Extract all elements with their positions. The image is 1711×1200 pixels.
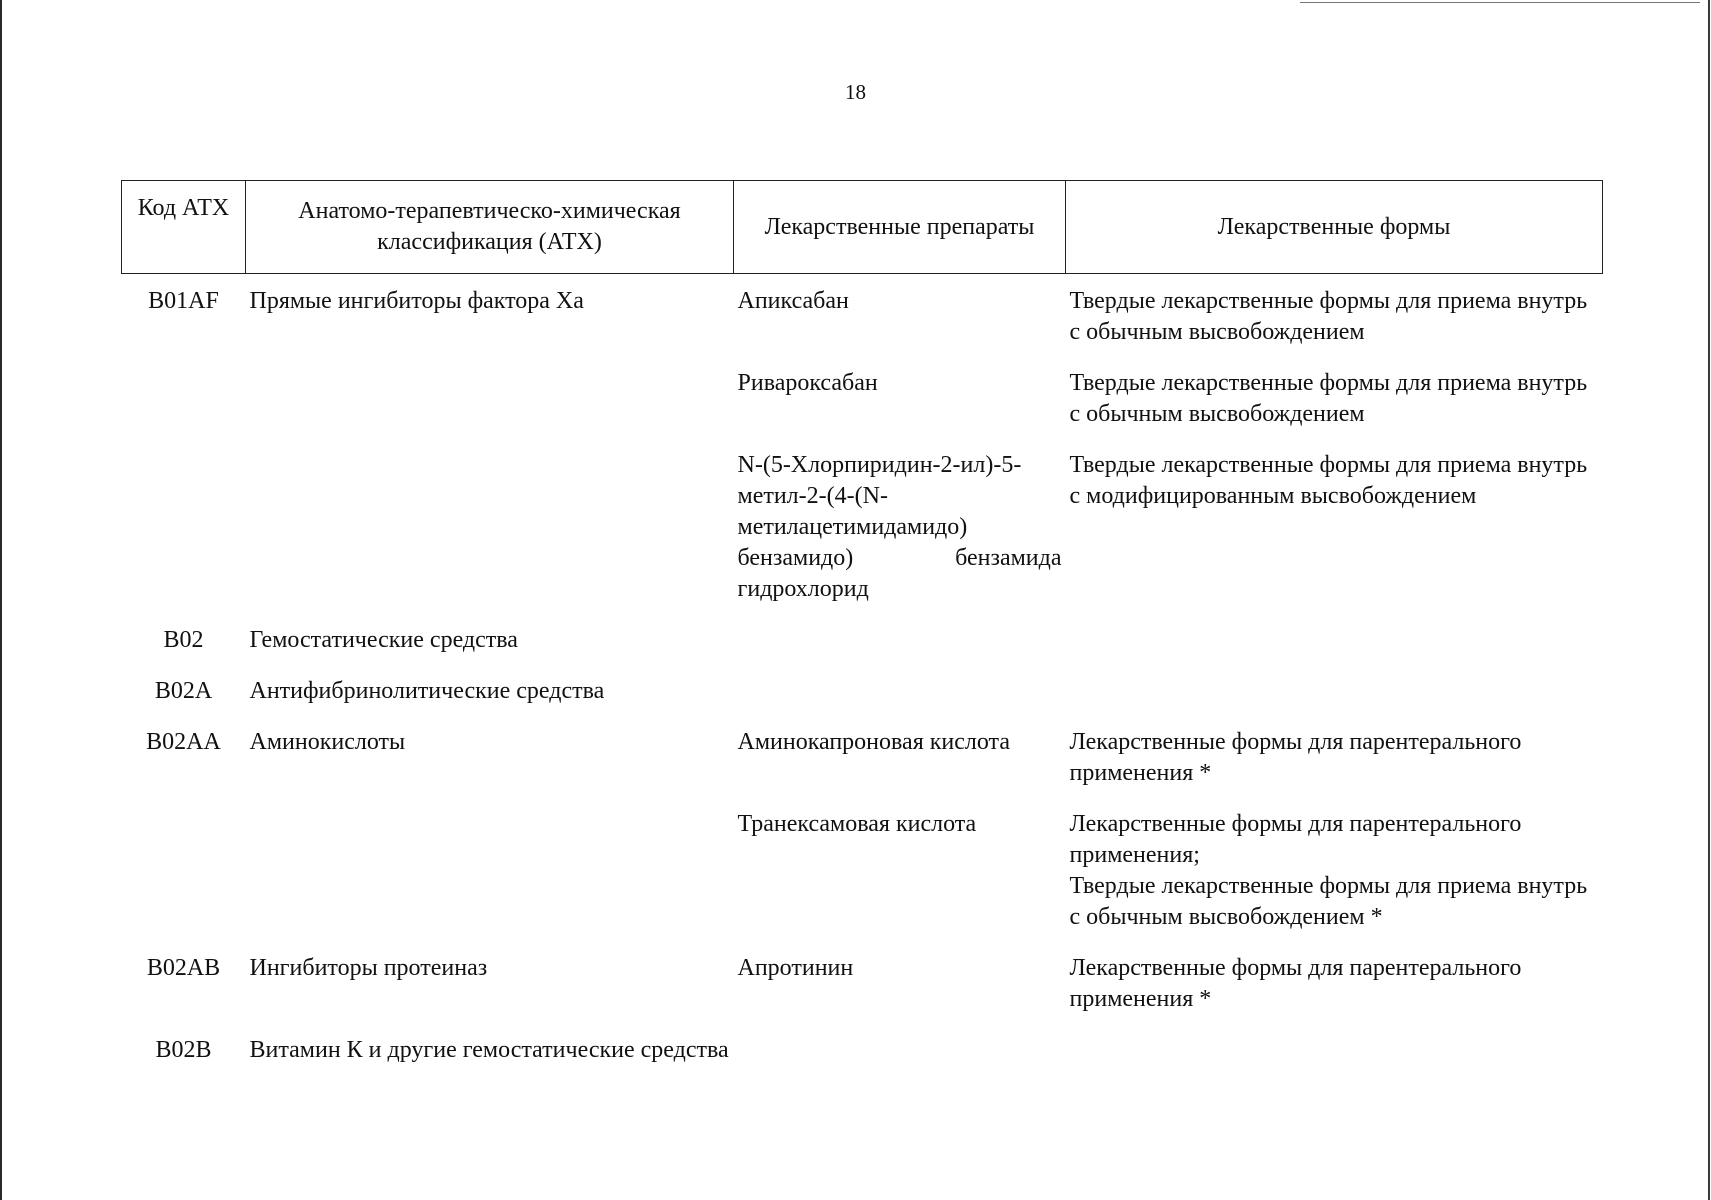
scan-border-top	[1300, 2, 1700, 3]
table-body	[122, 274, 1603, 1087]
row-preparation: Апротинин	[737, 955, 854, 981]
form-line: Твердые лекарственные формы для приема внутрь с модифицированным высвобождением	[1069, 452, 1588, 509]
row-classification	[246, 809, 734, 953]
row-code: B02AB	[146, 955, 221, 981]
table-row	[122, 1035, 1603, 1086]
row-preparation: N-(5-Хлорпиридин-2-ил)-5-метил-2-(4-(N-метилацетимидамидо) бензамидо) бензамида гидрохлорид	[737, 452, 1062, 602]
row-forms	[1066, 1035, 1603, 1086]
header-forms: Лекарственные формы	[1066, 181, 1603, 274]
scan-border-left	[0, 0, 2, 1200]
row-preparation: Транексамовая кислота	[737, 811, 977, 837]
row-forms	[1066, 809, 1603, 953]
row-code: B02B	[155, 1037, 212, 1063]
row-classification: Аминокислоты	[249, 729, 406, 755]
row-code: B01AF	[148, 288, 219, 314]
row-forms	[1066, 727, 1603, 809]
row-code: B02	[163, 627, 204, 653]
row-forms	[1066, 450, 1603, 625]
form-line: Твердые лекарственные формы для приема внутрь с обычным высвобождением *	[1069, 873, 1588, 930]
atx-table	[121, 180, 1603, 1086]
page-number: 18	[845, 80, 866, 104]
header-code: Код АТХ	[122, 181, 246, 274]
row-classification: Прямые ингибиторы фактора Ха	[249, 288, 584, 314]
table-row	[122, 274, 1603, 369]
row-code: B02A	[154, 678, 213, 704]
table-row	[122, 676, 1603, 727]
row-classification	[246, 450, 734, 625]
header-preparations: Лекарственные препараты	[734, 181, 1066, 274]
row-forms	[1066, 676, 1603, 727]
form-line: Лекарственные формы для парентерального применения *	[1069, 729, 1522, 786]
form-line: Лекарственные формы для парентерального применения;	[1069, 811, 1522, 868]
row-preparation: Ривароксабан	[737, 370, 878, 396]
table-row	[122, 953, 1603, 1035]
row-code: B02AA	[146, 729, 221, 755]
header-classification: Анатомо-терапевтическо-химическая классификация (АТХ)	[246, 181, 734, 274]
row-classification: Ингибиторы протеиназ	[249, 955, 488, 981]
row-classification: Гемостатические средства	[249, 627, 518, 653]
table-header	[122, 181, 1603, 274]
row-forms	[1066, 368, 1603, 450]
form-line: Твердые лекарственные формы для приема внутрь с обычным высвобождением	[1069, 288, 1588, 345]
row-classification: Витамин К и другие гемостатические средства	[249, 1037, 729, 1063]
scan-border-right	[1708, 0, 1710, 1200]
form-line: Твердые лекарственные формы для приема внутрь с обычным высвобождением	[1069, 370, 1588, 427]
row-preparation	[734, 1035, 1066, 1086]
row-code	[122, 450, 246, 625]
row-classification	[246, 368, 734, 450]
row-forms	[1066, 274, 1603, 369]
row-forms	[1066, 625, 1603, 676]
table-row	[122, 368, 1603, 450]
header-row	[122, 181, 1603, 274]
table-row	[122, 809, 1603, 953]
row-code	[122, 809, 246, 953]
row-classification: Антифибринолитические средства	[249, 678, 605, 704]
table-row	[122, 450, 1603, 625]
table-row	[122, 727, 1603, 809]
row-preparation: Аминокапроновая кислота	[737, 729, 1010, 755]
row-code	[122, 368, 246, 450]
row-preparation: Апиксабан	[737, 288, 849, 314]
row-preparation	[734, 676, 1066, 727]
row-preparation	[734, 625, 1066, 676]
table-row	[122, 625, 1603, 676]
row-forms	[1066, 953, 1603, 1035]
form-line: Лекарственные формы для парентерального применения *	[1069, 955, 1522, 1012]
